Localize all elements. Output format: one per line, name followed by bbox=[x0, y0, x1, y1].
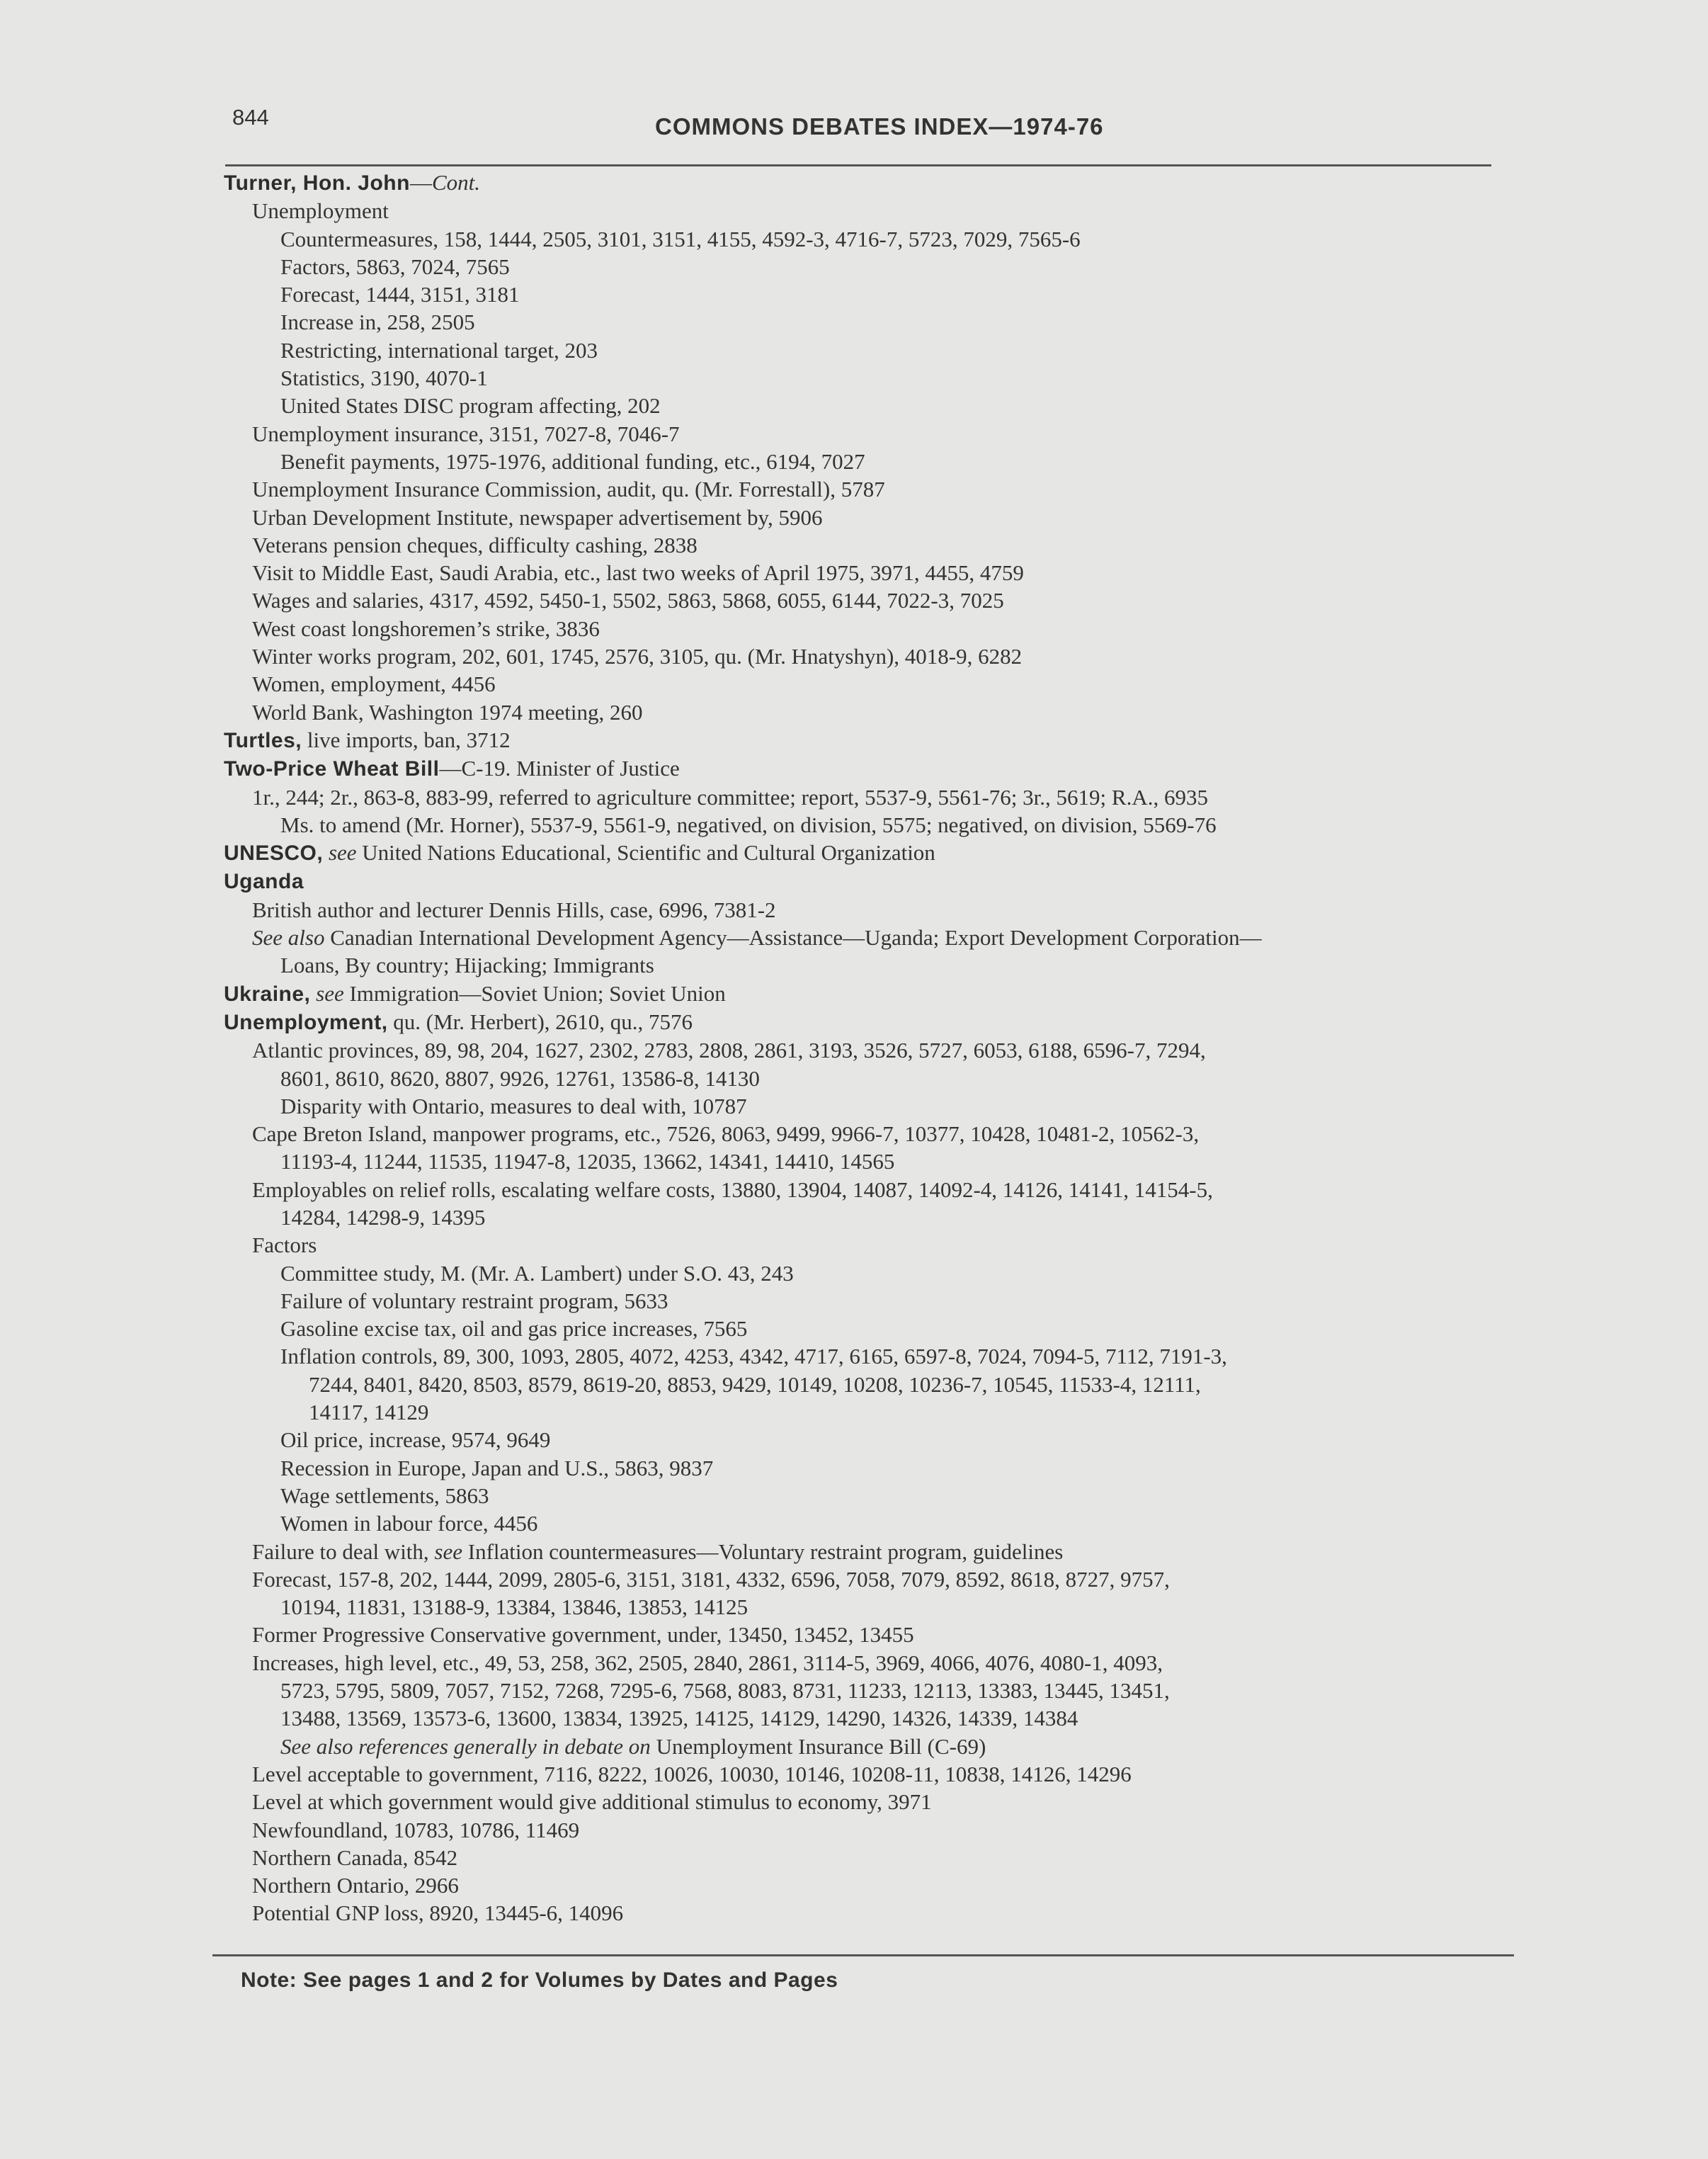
index-heading-entry bbox=[224, 754, 1555, 783]
entry-text: World Bank, Washington 1974 meeting, 260 bbox=[252, 699, 643, 725]
entry-text: Oil price, increase, 9574, 9649 bbox=[280, 1427, 551, 1453]
index-entries bbox=[224, 169, 1555, 1927]
entry-text: Inflation controls, 89, 300, 1093, 2805, 4072, 4253, 4342, 4717, 6165, 6597-8, 7024, 7094-5, 7112, 7191-3, bbox=[280, 1344, 1227, 1369]
index-heading-entry bbox=[224, 726, 1555, 754]
entry-cross-reference: See also references generally in debate on bbox=[280, 1733, 651, 1759]
entry-text: British author and lecturer Dennis Hills, case, 6996, 7381-2 bbox=[252, 897, 776, 922]
entry-text: Gasoline excise tax, oil and gas price increases, 7565 bbox=[280, 1316, 748, 1342]
index-subentry bbox=[224, 1565, 1555, 1593]
entry-text: —C-19. Minister of Justice bbox=[439, 756, 680, 781]
index-heading-entry bbox=[224, 867, 1555, 895]
index-subentry bbox=[224, 504, 1555, 531]
index-subentry bbox=[224, 1426, 1555, 1454]
entry-text: Newfoundland, 10783, 10786, 11469 bbox=[252, 1817, 580, 1842]
index-subentry bbox=[224, 1176, 1555, 1203]
entry-text: Wage settlements, 5863 bbox=[280, 1483, 489, 1508]
index-subentry bbox=[224, 1092, 1555, 1120]
index-heading-entry bbox=[224, 980, 1555, 1008]
entry-text: Increase in, 258, 2505 bbox=[280, 310, 475, 335]
header-rule bbox=[225, 164, 1491, 166]
entry-text: Immigration—Soviet Union; Soviet Union bbox=[343, 980, 726, 1006]
entry-text bbox=[310, 981, 316, 1006]
entry-text: Forecast, 157-8, 202, 1444, 2099, 2805-6, 3151, 3181, 4332, 6596, 7058, 7079, 8592, 8618, 8727, 9757, bbox=[252, 1566, 1170, 1592]
entry-text: Atlantic provinces, 89, 98, 204, 1627, 2302, 2783, 2808, 2861, 3193, 3526, 5727, 6053, 6188, 6596-7, 7294, bbox=[252, 1038, 1206, 1063]
index-heading-entry bbox=[224, 839, 1555, 867]
entry-text: 13488, 13569, 13573-6, 13600, 13834, 13925, 14125, 14129, 14290, 14326, 14339, 14384 bbox=[280, 1706, 1078, 1731]
index-subentry bbox=[224, 1509, 1555, 1537]
entry-text: 5723, 5795, 5809, 7057, 7152, 7268, 7295-6, 7568, 8083, 8731, 11233, 12113, 13383, 13445, 13451, bbox=[280, 1678, 1170, 1704]
entry-text: live imports, ban, 3712 bbox=[302, 727, 511, 752]
entry-text: Factors bbox=[252, 1232, 317, 1258]
entry-text: Level at which government would give additional stimulus to economy, 3971 bbox=[252, 1789, 932, 1815]
entry-keyword: Unemployment, bbox=[224, 1010, 388, 1034]
entry-text: Statistics, 3190, 4070-1 bbox=[280, 366, 488, 391]
index-subentry bbox=[224, 1621, 1555, 1648]
index-subentry bbox=[224, 1148, 1555, 1175]
entry-text: 10194, 11831, 13188-9, 13384, 13846, 13853, 14125 bbox=[280, 1594, 748, 1620]
entry-text: Loans, By country; Hijacking; Immigrants bbox=[280, 953, 654, 978]
entry-text: — bbox=[409, 170, 432, 195]
entry-text: Failure to deal with, bbox=[252, 1538, 435, 1564]
entry-text: Veterans pension cheques, difficulty cashing, 2838 bbox=[252, 532, 698, 557]
entry-text: Failure of voluntary restraint program, 5633 bbox=[280, 1288, 668, 1313]
index-subentry bbox=[224, 1593, 1555, 1621]
entry-text: West coast longshoremen’s strike, 3836 bbox=[252, 616, 600, 641]
entry-cross-reference: see bbox=[328, 840, 357, 866]
index-subentry bbox=[224, 253, 1555, 280]
index-subentry bbox=[224, 896, 1555, 924]
entry-text: Canadian International Development Agency—Assistance—Uganda; Export Development Corporation— bbox=[324, 925, 1262, 951]
entry-text: Unemployment insurance, 3151, 7027-8, 7046-7 bbox=[252, 421, 680, 446]
entry-text: Employables on relief rolls, escalating welfare costs, 13880, 13904, 14087, 14092-4, 14126, 14141, 14154-5, bbox=[252, 1177, 1213, 1202]
entry-text: Unemployment Insurance Bill (C-69) bbox=[650, 1733, 986, 1759]
entry-text: 14284, 14298-9, 14395 bbox=[280, 1204, 486, 1230]
entry-text: Forecast, 1444, 3151, 3181 bbox=[280, 282, 520, 307]
index-subentry bbox=[224, 1538, 1555, 1565]
entry-keyword: Two-Price Wheat Bill bbox=[224, 757, 440, 781]
index-subentry bbox=[224, 783, 1555, 811]
entry-text: 1r., 244; 2r., 863-8, 883-99, referred to agriculture committee; report, 5537-9, 5561-76; 3r., 5619; R.A., 6935 bbox=[252, 784, 1208, 810]
entry-text: Visit to Middle East, Saudi Arabia, etc., last two weeks of April 1975, 3971, 4455, 4759 bbox=[252, 560, 1024, 586]
index-subentry bbox=[224, 1371, 1555, 1398]
entry-text: 11193-4, 11244, 11535, 11947-8, 12035, 13662, 14341, 14410, 14565 bbox=[280, 1149, 895, 1174]
entry-text: Women, employment, 4456 bbox=[252, 672, 496, 697]
entry-text: Ms. to amend (Mr. Horner), 5537-9, 5561-9, negatived, on division, 5575; negatived, on division, 5569-76 bbox=[280, 812, 1217, 837]
index-subentry bbox=[224, 1788, 1555, 1815]
entry-text: 14117, 14129 bbox=[309, 1400, 429, 1425]
entry-text: Committee study, M. (Mr. A. Lambert) under S.O. 43, 243 bbox=[280, 1260, 794, 1286]
entry-text: Inflation countermeasures—Voluntary restraint program, guidelines bbox=[462, 1538, 1064, 1564]
index-subentry bbox=[224, 1899, 1555, 1927]
running-title: COMMONS DEBATES INDEX—1974-76 bbox=[655, 113, 1104, 140]
entry-text: Urban Development Institute, newspaper advertisement by, 5906 bbox=[252, 504, 823, 530]
entry-text: Northern Canada, 8542 bbox=[252, 1844, 458, 1870]
entry-text: Women in labour force, 4456 bbox=[280, 1511, 538, 1536]
index-subentry bbox=[224, 1760, 1555, 1788]
index-subentry bbox=[224, 1704, 1555, 1732]
index-subentry bbox=[224, 811, 1555, 839]
entry-text: Potential GNP loss, 8920, 13445-6, 14096 bbox=[252, 1900, 624, 1926]
entry-text: Level acceptable to government, 7116, 8222, 10026, 10030, 10146, 10208-11, 10838, 14126, 14296 bbox=[252, 1761, 1132, 1786]
index-subentry bbox=[224, 1231, 1555, 1259]
index-subentry bbox=[224, 1844, 1555, 1871]
entry-text: Recession in Europe, Japan and U.S., 5863, 9837 bbox=[280, 1455, 714, 1480]
index-subentry bbox=[224, 1036, 1555, 1064]
index-subentry bbox=[224, 642, 1555, 670]
index-heading-entry bbox=[224, 1008, 1555, 1036]
index-subentry bbox=[224, 1065, 1555, 1092]
entry-keyword: Turner, Hon. John bbox=[224, 171, 410, 195]
index-subentry bbox=[224, 475, 1555, 503]
footer-rule bbox=[212, 1954, 1514, 1956]
entry-text: 7244, 8401, 8420, 8503, 8579, 8619-20, 8853, 9429, 10149, 10208, 10236-7, 10545, 11533-4, 12111, bbox=[309, 1371, 1201, 1397]
entry-text: 8601, 8610, 8620, 8807, 9926, 12761, 13586-8, 14130 bbox=[280, 1065, 760, 1091]
entry-keyword: Ukraine, bbox=[224, 982, 311, 1006]
entry-text: Factors, 5863, 7024, 7565 bbox=[280, 254, 510, 279]
index-subentry bbox=[224, 1482, 1555, 1509]
index-subentry bbox=[224, 1315, 1555, 1342]
index-subentry bbox=[224, 1733, 1555, 1760]
index-subentry bbox=[224, 1287, 1555, 1315]
entry-text: Unemployment Insurance Commission, audit, qu. (Mr. Forrestall), 5787 bbox=[252, 477, 885, 502]
page-number: 844 bbox=[232, 105, 269, 130]
index-subentry bbox=[224, 364, 1555, 392]
index-subentry bbox=[224, 698, 1555, 726]
index-subentry bbox=[224, 420, 1555, 448]
entry-text: Cape Breton Island, manpower programs, etc., 7526, 8063, 9499, 9966-7, 10377, 10428, 10481-2, 10562-3, bbox=[252, 1121, 1200, 1147]
index-subentry bbox=[224, 197, 1555, 225]
index-subentry bbox=[224, 1203, 1555, 1231]
entry-cross-reference: see bbox=[434, 1538, 463, 1564]
index-subentry bbox=[224, 280, 1555, 308]
index-subentry bbox=[224, 308, 1555, 336]
index-subentry bbox=[224, 1398, 1555, 1426]
index-subentry bbox=[224, 615, 1555, 642]
entry-text: Winter works program, 202, 601, 1745, 2576, 3105, qu. (Mr. Hnatyshyn), 4018-9, 6282 bbox=[252, 644, 1023, 669]
index-subentry bbox=[224, 586, 1555, 614]
index-subentry bbox=[224, 1454, 1555, 1482]
entry-text: Former Progressive Conservative government, under, 13450, 13452, 13455 bbox=[252, 1622, 914, 1648]
entry-cross-reference: See also bbox=[252, 925, 325, 951]
index-subentry bbox=[224, 1120, 1555, 1148]
footer-note: Note: See pages 1 and 2 for Volumes by Dates and Pages bbox=[241, 1968, 838, 1992]
entry-text: Restricting, international target, 203 bbox=[280, 337, 598, 363]
entry-keyword: Turtles, bbox=[224, 728, 302, 752]
entry-text: Northern Ontario, 2966 bbox=[252, 1873, 459, 1898]
entry-cross-reference: see bbox=[316, 980, 344, 1006]
index-subentry bbox=[224, 1259, 1555, 1287]
entry-text: Increases, high level, etc., 49, 53, 258, 362, 2505, 2840, 2861, 3114-5, 3969, 4066, 4076, 4080-1, 4093, bbox=[252, 1650, 1163, 1675]
entry-text bbox=[323, 840, 329, 865]
index-subentry bbox=[224, 392, 1555, 419]
entry-text: United Nations Educational, Scientific and Cultural Organization bbox=[356, 840, 935, 866]
entry-text: Benefit payments, 1975-1976, additional funding, etc., 6194, 7027 bbox=[280, 448, 865, 474]
index-subentry bbox=[224, 670, 1555, 698]
entry-text: qu. (Mr. Herbert), 2610, qu., 7576 bbox=[387, 1009, 693, 1034]
entry-text: Countermeasures, 158, 1444, 2505, 3101, 3151, 4155, 4592-3, 4716-7, 5723, 7029, 7565-6 bbox=[280, 226, 1081, 251]
index-subentry bbox=[224, 924, 1555, 951]
index-subentry bbox=[224, 559, 1555, 586]
entry-text: Disparity with Ontario, measures to deal with, 10787 bbox=[280, 1093, 747, 1118]
entry-keyword: UNESCO, bbox=[224, 842, 324, 866]
index-subentry bbox=[224, 225, 1555, 253]
entry-cross-reference: Cont. bbox=[431, 170, 480, 195]
index-subentry bbox=[224, 1649, 1555, 1677]
index-subentry bbox=[224, 336, 1555, 364]
index-subentry bbox=[224, 1677, 1555, 1704]
entry-text: United States DISC program affecting, 202 bbox=[280, 393, 661, 419]
index-subentry bbox=[224, 531, 1555, 559]
index-subentry bbox=[224, 951, 1555, 979]
index-subentry bbox=[224, 448, 1555, 475]
index-subentry bbox=[224, 1342, 1555, 1370]
index-subentry bbox=[224, 1816, 1555, 1844]
entry-text: Unemployment bbox=[252, 198, 389, 224]
entry-keyword: Uganda bbox=[224, 870, 304, 894]
entry-text: Wages and salaries, 4317, 4592, 5450-1, 5502, 5863, 5868, 6055, 6144, 7022-3, 7025 bbox=[252, 588, 1004, 613]
index-subentry bbox=[224, 1871, 1555, 1899]
index-heading-entry bbox=[224, 169, 1555, 197]
